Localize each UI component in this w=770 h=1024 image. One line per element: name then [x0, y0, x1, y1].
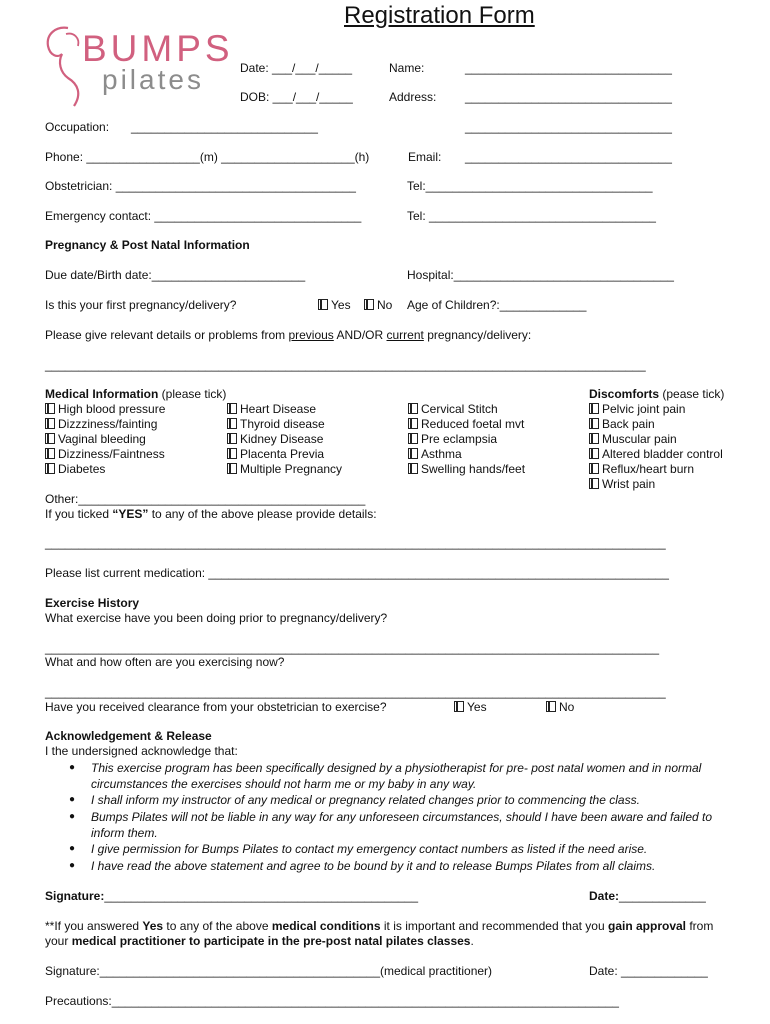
address-field-line2[interactable]: _______________________________: [465, 120, 672, 134]
discomfort-item[interactable]: Wrist pain: [589, 477, 723, 492]
medical-item[interactable]: Kidney Disease: [227, 432, 342, 447]
pregnancy-heading: Pregnancy & Post Natal Information: [45, 238, 250, 252]
checkbox-icon: [318, 299, 328, 310]
address-label: Address:: [389, 90, 437, 104]
ack-heading: Acknowledgement & Release: [45, 729, 212, 743]
medical-col3: [408, 402, 525, 477]
medical-item[interactable]: Vaginal bleeding: [45, 432, 165, 447]
checkbox-icon: [45, 463, 55, 474]
checkbox-icon: [227, 418, 237, 429]
ack-item: I have read the above statement and agree to be bound by it and to release Bumps Pilates from all claims.: [91, 859, 656, 873]
approval-note-line2: your medical practitioner to participate in the pre-post natal pilates classes.: [45, 934, 474, 948]
checkbox-icon: [45, 418, 55, 429]
logo-bumps-text: BUMPS: [82, 28, 234, 69]
ack-item: I give permission for Bumps Pilates to contact my emergency contact numbers as listed if the need arise.: [91, 842, 648, 856]
ack-item: This exercise program has been specifically designed by a physiotherapist for pre- post natal women and in normal circumstances the exercises should not harm me or my baby in any way.: [91, 761, 702, 791]
medical-heading: Medical Information (please tick): [45, 387, 227, 401]
bullet-icon: ●: [69, 860, 76, 871]
approval-note-line1: **If you answered Yes to any of the above medical conditions it is important and recommended that you gain approval from: [45, 919, 714, 933]
yes-details-prompt: If you ticked “YES” to any of the above please provide details:: [45, 507, 377, 521]
medical-col2: [227, 402, 342, 477]
medical-item[interactable]: Reduced foetal mvt: [408, 417, 525, 432]
ack-intro: I the undersigned acknowledge that:: [45, 744, 238, 758]
exercise-answer-line-1[interactable]: ____________________________________________________________________________________________: [45, 641, 659, 655]
checkbox-icon: [227, 448, 237, 459]
exercise-heading: Exercise History: [45, 596, 140, 610]
yes-details-line[interactable]: _____________________________________________________________________________________________: [45, 536, 666, 550]
checkbox-icon: [589, 478, 599, 489]
practitioner-date-field[interactable]: Date: _____________: [589, 964, 708, 978]
name-field[interactable]: _______________________________: [465, 61, 672, 75]
medical-item[interactable]: Placenta Previa: [227, 447, 342, 462]
medical-item[interactable]: High blood pressure: [45, 402, 165, 417]
signature-date-field[interactable]: Date:_____________: [589, 889, 706, 903]
checkbox-icon: [408, 418, 418, 429]
due-date-field[interactable]: Due date/Birth date:_______________________: [45, 268, 306, 282]
obstetrician-tel-field[interactable]: Tel:__________________________________: [407, 179, 653, 193]
checkbox-icon: [454, 701, 464, 712]
checkbox-icon: [227, 433, 237, 444]
discomforts-col: [589, 402, 723, 492]
medical-item[interactable]: Swelling hands/feet: [408, 462, 525, 477]
address-field-line1[interactable]: _______________________________: [465, 90, 672, 104]
checkbox-icon: [589, 418, 599, 429]
discomfort-item[interactable]: Altered bladder control: [589, 447, 723, 462]
phone-field[interactable]: Phone: _________________(m) ____________________(h): [45, 150, 370, 164]
discomfort-item[interactable]: Reflux/heart burn: [589, 462, 723, 477]
medical-item[interactable]: Heart Disease: [227, 402, 342, 417]
checkbox-icon: [45, 403, 55, 414]
medical-item[interactable]: Diabetes: [45, 462, 165, 477]
emergency-contact-field[interactable]: Emergency contact: _______________________________: [45, 209, 362, 223]
name-label: Name:: [389, 61, 425, 75]
clearance-yes-checkbox[interactable]: Yes: [454, 700, 487, 714]
precautions-field[interactable]: Precautions:____________________________________________________________________________: [45, 994, 619, 1008]
bullet-icon: ●: [69, 843, 76, 854]
checkbox-icon: [589, 448, 599, 459]
discomfort-item[interactable]: Pelvic joint pain: [589, 402, 723, 417]
medical-item[interactable]: Dizzziness/fainting: [45, 417, 165, 432]
checkbox-icon: [589, 403, 599, 414]
other-field[interactable]: Other:___________________________________________: [45, 492, 366, 506]
discomfort-item[interactable]: Muscular pain: [589, 432, 723, 447]
first-pregnancy-question: Is this your first pregnancy/delivery?: [45, 298, 237, 312]
checkbox-icon: [408, 448, 418, 459]
dob-field[interactable]: DOB: ___/___/_____: [240, 90, 353, 104]
age-of-children-field[interactable]: Age of Children?:_____________: [407, 298, 587, 312]
first-pregnancy-no-checkbox[interactable]: No: [364, 298, 392, 312]
checkbox-icon: [408, 403, 418, 414]
exercise-answer-line-2[interactable]: _____________________________________________________________________________________________: [45, 685, 666, 699]
checkbox-icon: [589, 433, 599, 444]
relevant-details-line[interactable]: __________________________________________________________________________________________: [45, 358, 646, 372]
checkbox-icon: [45, 433, 55, 444]
clearance-no-checkbox[interactable]: No: [546, 700, 574, 714]
medical-item[interactable]: Cervical Stitch: [408, 402, 525, 417]
bullet-icon: ●: [69, 762, 76, 773]
checkbox-icon: [364, 299, 374, 310]
medical-col1: [45, 402, 165, 477]
medical-item[interactable]: Multiple Pregnancy: [227, 462, 342, 477]
clearance-question: Have you received clearance from your obstetrician to exercise?: [45, 700, 387, 714]
ack-item: I shall inform my instructor of any medical or pregnancy related changes prior to commencing the class.: [91, 793, 640, 807]
form-title: Registration Form: [344, 2, 535, 29]
ack-item: Bumps Pilates will not be liable in any way for any unforeseen circumstances, should I have been aware and failed to inform them.: [91, 810, 713, 840]
medical-item[interactable]: Thyroid disease: [227, 417, 342, 432]
medical-item[interactable]: Asthma: [408, 447, 525, 462]
bullet-icon: ●: [69, 811, 76, 822]
exercise-question-2: What and how often are you exercising now?: [45, 655, 285, 669]
relevant-details-prompt: Please give relevant details or problems from previous AND/OR current pregnancy/delivery:: [45, 328, 532, 342]
practitioner-signature-field[interactable]: Signature:__________________________________________(medical practitioner): [45, 964, 493, 978]
first-pregnancy-yes-checkbox[interactable]: Yes: [318, 298, 351, 312]
occupation-field[interactable]: ____________________________: [131, 120, 318, 134]
bullet-icon: ●: [69, 794, 76, 805]
signature-field[interactable]: Signature:_______________________________________________: [45, 889, 419, 903]
email-field[interactable]: _______________________________: [465, 150, 672, 164]
emergency-tel-field[interactable]: Tel: __________________________________: [407, 209, 656, 223]
checkbox-icon: [408, 433, 418, 444]
logo-pilates-text: pilates: [102, 64, 204, 95]
exercise-question-1: What exercise have you been doing prior to pregnancy/delivery?: [45, 611, 388, 625]
date-field[interactable]: Date: ___/___/_____: [240, 61, 353, 75]
occupation-label: Occupation:: [45, 120, 110, 134]
checkbox-icon: [45, 448, 55, 459]
medical-item[interactable]: Dizziness/Faintness: [45, 447, 165, 462]
checkbox-icon: [227, 403, 237, 414]
hospital-field[interactable]: Hospital:_________________________________: [407, 268, 674, 282]
discomforts-heading: Discomforts (pease tick): [589, 387, 725, 401]
email-label: Email:: [408, 150, 442, 164]
obstetrician-field[interactable]: Obstetrician: ____________________________________: [45, 179, 356, 193]
checkbox-icon: [227, 463, 237, 474]
medication-field[interactable]: Please list current medication: _____________________________________________________________________: [45, 566, 669, 580]
checkbox-icon: [589, 463, 599, 474]
checkbox-icon: [408, 463, 418, 474]
discomfort-item[interactable]: Back pain: [589, 417, 723, 432]
bumps-pilates-logo: [38, 20, 233, 110]
checkbox-icon: [546, 701, 556, 712]
medical-item[interactable]: Pre eclampsia: [408, 432, 525, 447]
